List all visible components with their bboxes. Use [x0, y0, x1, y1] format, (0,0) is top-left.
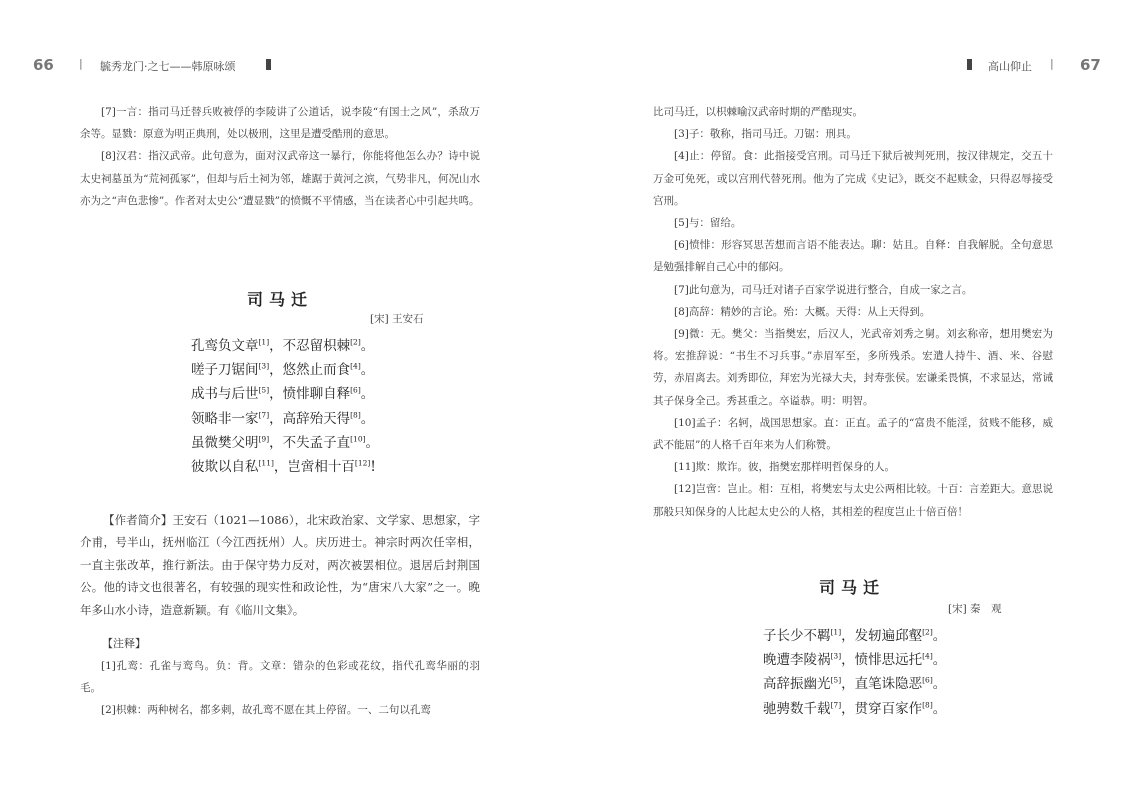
poem-text: 成书与后世 — [191, 386, 259, 403]
left-notes-bottom — [80, 633, 480, 722]
footnote-marker: [5] — [830, 675, 842, 685]
footnote-marker: [10] — [350, 434, 366, 444]
poem-text: 。 — [360, 362, 375, 379]
footnote-marker: [6] — [922, 675, 933, 685]
notes-heading: 【注释】 — [102, 637, 146, 650]
poem-text: ，岂啻相十百 — [273, 459, 355, 475]
note-item: [7]此句意为，司马迁对诸子百家学说进行整合，自成一家之言。 — [674, 283, 973, 296]
note-8: [8]汉君：指汉武帝。此句意为，面对汉武帝这一暴行，你能将他怎么办？诗中说太史祠墓虽为“荒祠孤冢”，但却与后土祠为邻，雄踞于黄河之滨，气势非凡，何况山水亦为之“声色悲惨”。作者对太史公“遭显戮”的愤慨不平情感，当在读者心中引起共鸣。 — [80, 150, 480, 207]
note-item: 比司马迁，以枳棘喻汉武帝时期的严酷现实。 — [653, 106, 863, 118]
footnote-marker: [12] — [354, 458, 371, 468]
footnote-marker: [4] — [922, 651, 933, 661]
poem-left-line — [191, 382, 374, 402]
note-item: [11]欺：欺诈。彼，指樊宏那样明哲保身的人。 — [674, 461, 896, 474]
poem-text: 。 — [365, 434, 380, 451]
footnote-marker: [4] — [350, 361, 361, 371]
poem-title-left: 司马迁 — [246, 290, 313, 309]
note-2: [2]枳棘：两种树名，都多刺，故孔鸾不愿在其上停留。一、二句以孔鸾 — [101, 704, 431, 717]
footnote-marker: [8] — [922, 700, 933, 710]
poem-text: 驰骋数千载 — [763, 700, 831, 717]
footnote-marker: [7] — [830, 700, 842, 710]
poem-left-line — [191, 358, 374, 378]
poem-text: ，贯穿百家作 — [841, 700, 923, 717]
note-item: [12]岂啻：岂止。相：互相，将樊宏与太史公两相比较。十百：言差距大。意思说那般只知保身的人比起太史公的人格，其相差的程度岂止十倍百倍！ — [653, 483, 1053, 518]
poem-text: 彼欺以自私 — [191, 459, 259, 475]
poem-text: 虽微樊父明 — [191, 434, 259, 451]
poem-text: 子长少不羁 — [763, 628, 831, 644]
footnote-marker: [8] — [350, 410, 361, 420]
poem-left-line — [191, 334, 374, 354]
page-number-right: 67 — [1080, 56, 1101, 74]
note-item: [8]高辞：精妙的言论。殆：大概。天得：从上天得到。 — [674, 305, 931, 318]
author-intro-text: 【作者简介】王安石（1021—1086），北宋政治家、文学家、思想家，字介甫，号半山，抚州临江（今江西抚州）人。庆历进士。神宗时两次任宰相，一直主张改革，推行新法。由于保守势力反对，两次被罢相位。退居后封荆国公。他的诗文也很著名，有较强的现实性和政论性，为“唐宋八大家”之一。晚年多山水小诗，造意新颖。有《临川文集》。 — [80, 513, 480, 617]
poem-right-line — [763, 624, 946, 644]
author-intro — [80, 509, 480, 621]
footnote-marker: [3] — [830, 651, 842, 661]
poem-text: 。 — [932, 628, 947, 644]
right-notes — [653, 101, 1053, 523]
poem-title-right: 司马迁 — [818, 578, 885, 597]
poem-text: 。 — [360, 410, 375, 427]
note-1: [1]孔鸾：孔雀与鸾鸟。负：背。文章：错杂的色彩或花纹，指代孔鸾华丽的羽毛。 — [80, 660, 480, 695]
poem-text: ，悠然止而食 — [269, 362, 351, 379]
footnote-marker: [1] — [258, 337, 270, 347]
footnote-marker: [2] — [350, 337, 361, 347]
page-number-left: 66 — [33, 56, 54, 74]
poem-author-right: [宋] 秦 观 — [948, 603, 1002, 615]
footnote-marker: [6] — [350, 385, 361, 395]
footnote-marker: [7] — [258, 410, 270, 420]
note-item: [6]愤悱：形容冥思苦想而言语不能表达。聊：姑且。自释：自我解脱。全句意思是勉强排解自己心中的郁闷。 — [653, 239, 1053, 274]
header-separator: | — [79, 57, 83, 70]
poem-text: 晚遭李陵祸 — [763, 652, 831, 669]
header-bar-marker — [967, 59, 972, 70]
note-7: [7]一言：指司马迁替兵败被俘的李陵讲了公道话，说李陵“有国士之风”，杀敌万余等。显戮：原意为明正典刑，处以极刑，这里是遭受酷刑的意思。 — [80, 106, 480, 141]
poem-text: 高辞振幽光 — [763, 676, 831, 693]
poem-right-line — [763, 648, 946, 668]
poem-text: 。 — [932, 676, 947, 693]
poem-left-line — [191, 431, 379, 451]
footnote-marker: [3] — [258, 361, 270, 371]
left-page — [0, 0, 566, 799]
poem-text: ，高辞殆天得 — [269, 410, 351, 427]
poem-text: ，直笔诛隐恶 — [841, 676, 923, 693]
footnote-marker: [9] — [258, 434, 270, 444]
note-item: [4]止：停留。食：此指接受宫刑。司马迁下狱后被判死刑，按汉律规定，交五十万金可免死，或以宫刑代替死刑。他为了完成《史记》，既交不起赎金，只得忍辱接受宫刑。 — [653, 150, 1053, 207]
poem-text: 孔鸾负文章 — [191, 338, 259, 354]
poem-text: 嗟子刀锯间 — [191, 362, 259, 379]
poem-text: ，发轫遍邱壑 — [841, 628, 923, 644]
poem-text: 。 — [360, 338, 375, 354]
right-page — [567, 0, 1133, 799]
poem-left-line — [191, 407, 374, 427]
poem-author-left: [宋] 王安石 — [370, 313, 424, 325]
header-separator: | — [1050, 57, 1054, 70]
poem-right-line — [763, 672, 946, 692]
left-notes-top — [80, 101, 480, 212]
note-item: [5]与：留给。 — [674, 217, 742, 230]
poem-text: 。 — [932, 652, 947, 669]
footnote-marker: [11] — [258, 458, 274, 468]
poem-text: ，不忍留枳棘 — [269, 338, 351, 354]
poem-left-line — [191, 455, 376, 475]
footnote-marker: [2] — [922, 627, 933, 637]
poem-text: ! — [370, 459, 376, 475]
header-bar-marker — [266, 59, 271, 70]
poem-text: ，愤悱聊自释 — [269, 386, 351, 403]
poem-right-line — [763, 697, 946, 717]
poem-text: 领略非一家 — [191, 410, 259, 427]
note-item: [10]孟子：名轲，战国思想家。直：正直。孟子的“富贵不能淫，贫贱不能移，威武不能屈”的人格千百年来为人们称赞。 — [653, 416, 1053, 452]
right-header-title: 高山仰止 — [988, 60, 1032, 73]
footnote-marker: [1] — [830, 627, 842, 637]
note-item: [3]子：敬称，指司马迁。刀锯：刑具。 — [674, 128, 857, 141]
poem-text: 。 — [360, 386, 375, 403]
left-header-title: 毓秀龙门·之七——韩原咏颂 — [100, 60, 236, 73]
poem-text: 。 — [932, 700, 947, 717]
note-item: [9]微：无。樊父：当指樊宏，后汉人，光武帝刘秀之舅。刘玄称帝，想用樊宏为将。宏推辞说：“书生不习兵事。”赤眉军至，多所残杀。宏遣人持牛、酒、米、谷慰劳，赤眉离去。刘秀即位，拜宏为光禄大夫，封寿张侯。宏谦柔畏慎，不求显达，常诫其子保身全己。秀甚重之。卒谥恭。明：明智。 — [653, 328, 1053, 407]
footnote-marker: [5] — [258, 385, 270, 395]
poem-text: ，不失孟子直 — [269, 434, 351, 451]
poem-text: ，愤悱思远托 — [841, 652, 923, 669]
